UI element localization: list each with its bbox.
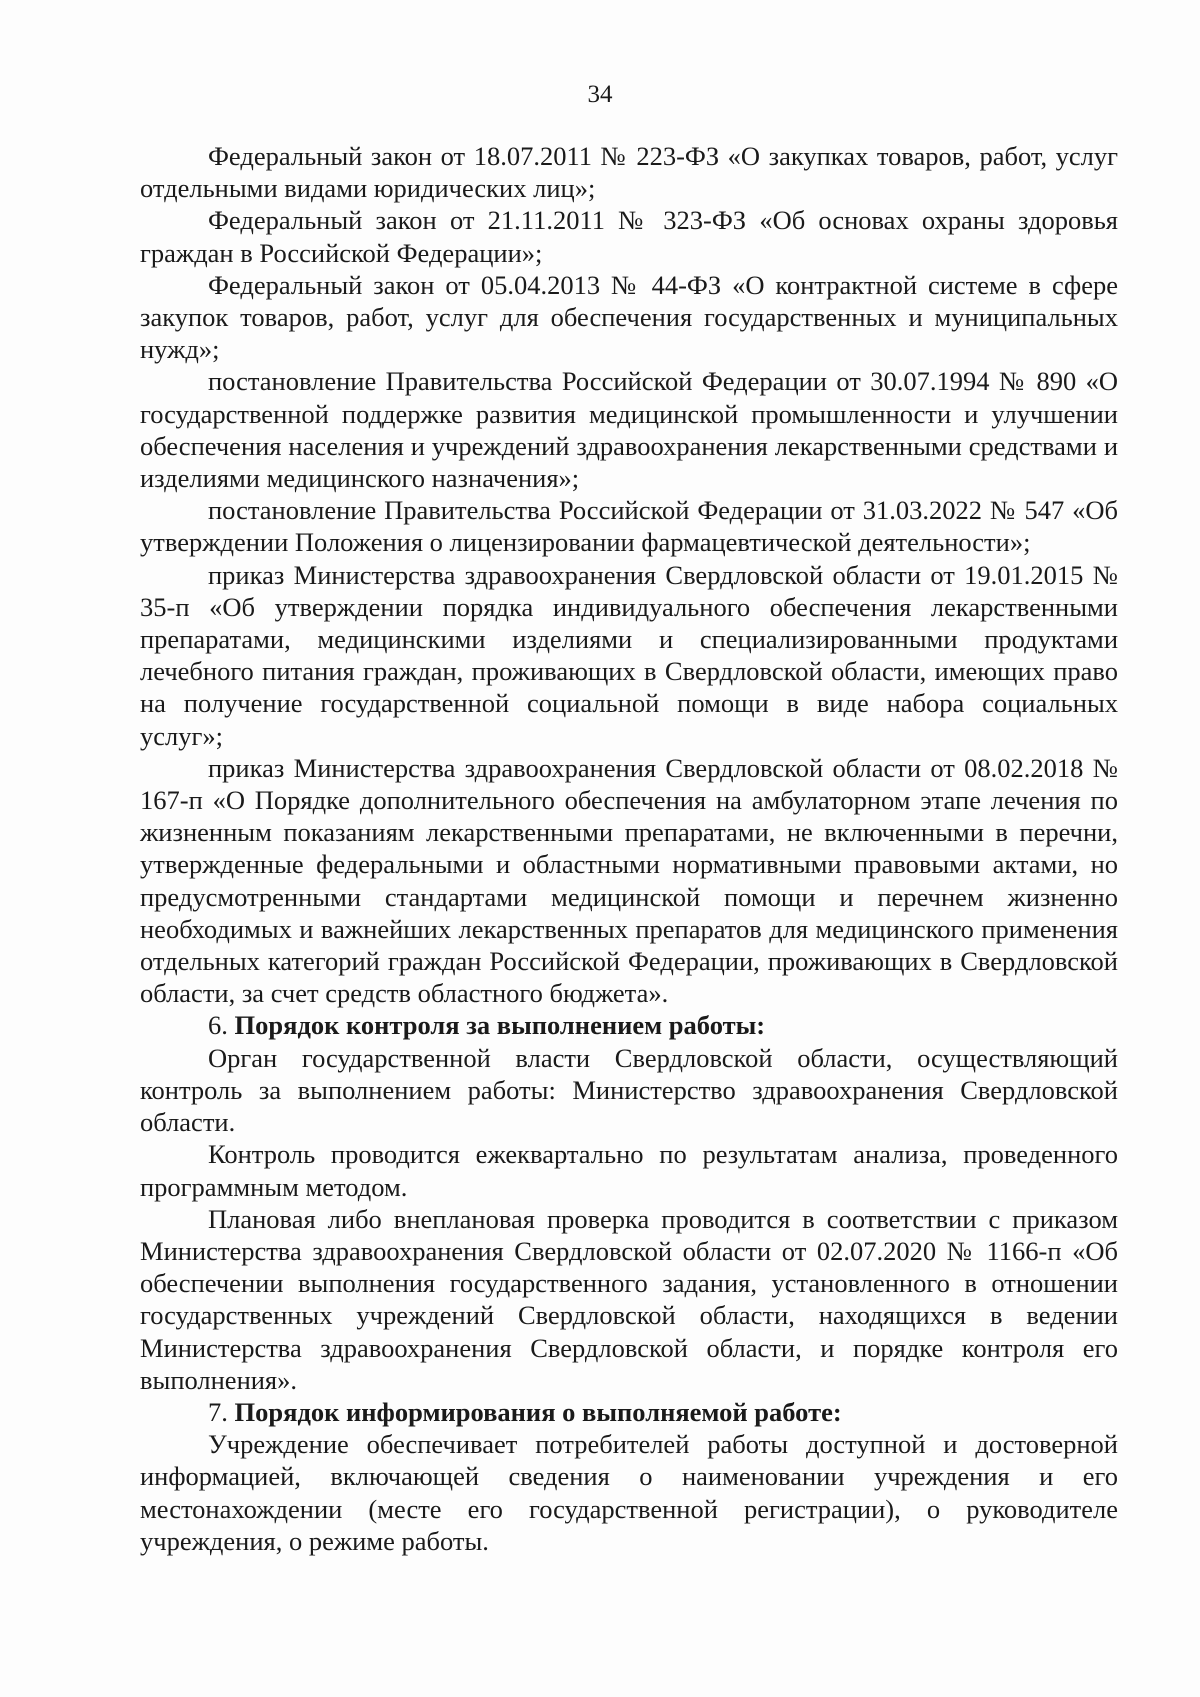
document-body bbox=[140, 140, 1118, 1557]
paragraph-law-223: Федеральный закон от 18.07.2011 № 223-ФЗ «О закупках товаров, работ, услуг отдельными видами юридических лиц»; bbox=[140, 141, 1118, 204]
section-7-title: Порядок информирования о выполняемой работе: bbox=[234, 1396, 842, 1427]
paragraph-resolution-547: постановление Правительства Российской Федерации от 31.03.2022 № 547 «Об утверждении Положения о лицензировании фармацевтической деятельности»; bbox=[140, 495, 1118, 558]
section-6-paragraph: Контроль проводится ежеквартально по результатам анализа, проведенного программным методом. bbox=[140, 1139, 1118, 1202]
page-number: 34 bbox=[587, 81, 613, 108]
section-7-number: 7. bbox=[208, 1396, 228, 1427]
paragraph-law-44: Федеральный закон от 05.04.2013 № 44-ФЗ «О контрактной системе в сфере закупок товаров, работ, услуг для обеспечения государственных и муниципальных нужд»; bbox=[140, 269, 1118, 365]
section-6-paragraph: Орган государственной власти Свердловской области, осуществляющий контроль за выполнением работы: Министерство здравоохранения Свердловской области. bbox=[140, 1042, 1118, 1138]
section-6-paragraph: Плановая либо внеплановая проверка проводится в соответствии с приказом Министерства здравоохранения Свердловской области от 02.07.2020 № 1166-п «Об обеспечении выполнения государственного задания, установленного в отношении государственных учреждений Свердловской области, находящихся в ведении Министерства здравоохранения Свердловской области, и порядке контроля его выполнения». bbox=[140, 1203, 1118, 1395]
section-6-title: Порядок контроля за выполнением работы: bbox=[234, 1010, 766, 1041]
paragraph-order-167: приказ Министерства здравоохранения Свердловской области от 08.02.2018 № 167-п «О Порядке дополнительного обеспечения на амбулаторном этапе лечения по жизненным показаниям лекарственными препаратами, не включенными в перечни, утвержденные федеральными и областными нормативными правовыми актами, но предусмотренными стандартами медицинской помощи и перечнем жизненно необходимых и важнейших лекарственных препаратов для медицинского применения отдельных категорий граждан Российской Федерации, проживающих в Свердловской области, за счет средств областного бюджета». bbox=[140, 752, 1118, 1009]
section-7-paragraph: Учреждение обеспечивает потребителей работы доступной и достоверной информацией, включающей сведения о наименовании учреждения и его местонахождении (месте его государственной регистрации), о руководителе учреждения, о режиме работы. bbox=[140, 1429, 1118, 1556]
section-7-heading bbox=[140, 1396, 1118, 1428]
paragraph-law-323: Федеральный закон от 21.11.2011 № 323-ФЗ «Об основах охраны здоровья граждан в Российской Федерации»; bbox=[140, 205, 1118, 268]
section-6-heading bbox=[140, 1009, 1118, 1041]
paragraph-order-35: приказ Министерства здравоохранения Свердловской области от 19.01.2015 № 35-п «Об утверждении порядка индивидуального обеспечения лекарственными препаратами, медицинскими изделиями и специализированными продуктами лечебного питания граждан, проживающих в Свердловской области, имеющих право на получение государственной социальной помощи в виде набора социальных услуг»; bbox=[140, 559, 1118, 751]
section-6-number: 6. bbox=[208, 1010, 228, 1041]
paragraph-resolution-890: постановление Правительства Российской Федерации от 30.07.1994 № 890 «О государственной поддержке развития медицинской промышленности и улучшении обеспечения населения и учреждений здравоохранения лекарственными средствами и изделиями медицинского назначения»; bbox=[140, 366, 1118, 494]
